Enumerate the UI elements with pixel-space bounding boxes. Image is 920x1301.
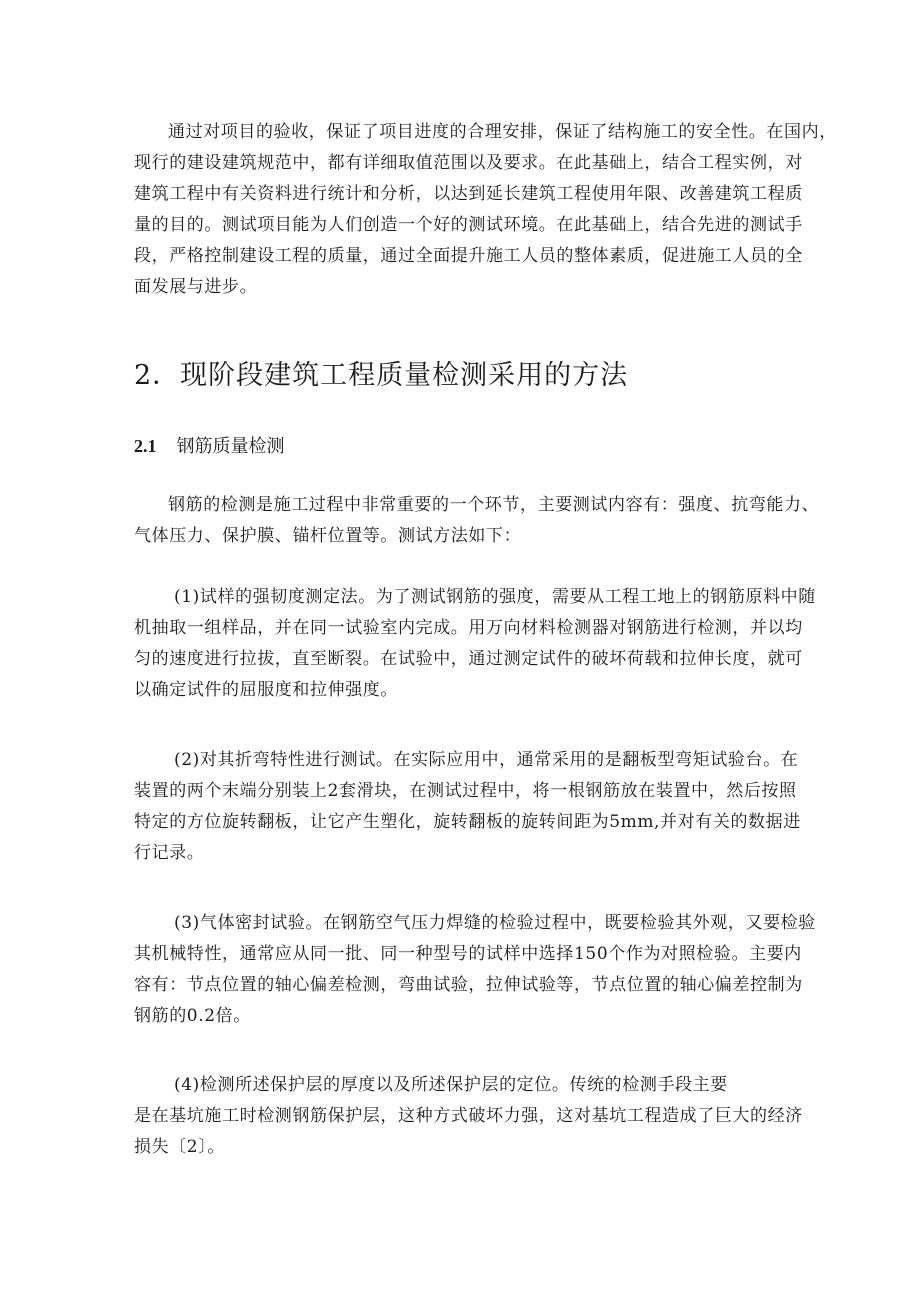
text-line: 钢筋的0.2倍。 — [134, 1006, 251, 1026]
text-line: 是在基坑施工时检测钢筋保护层，这种方式破坏力强，这对基坑工程造成了巨大的经济 — [134, 1106, 803, 1126]
text-line: (3)气体密封试验。在钢筋空气压力焊缝的检验过程中，既要检验其外观，又要检验 — [174, 913, 816, 933]
text-line: 段，严格控制建设工程的质量，通过全面提升施工人员的整体素质，促进施工人员的全 — [134, 246, 803, 266]
subsection-number: 2.1 — [134, 436, 157, 456]
text-line: 特定的方位旋转翻板，让它产生塑化，旋转翻板的旋转间距为5mm,并对有关的数据进 — [134, 812, 801, 832]
text-line: 通过对项目的验收，保证了项目进度的合理安排，保证了结构施工的安全性。在国内， — [168, 122, 837, 142]
text-line: 建筑工程中有关资料进行统计和分析，以达到延长建筑工程使用年限、改善建筑工程质 — [134, 184, 803, 204]
item-2-paragraph — [134, 745, 801, 869]
text-line: 量的目的。测试项目能为人们创造一个好的测试环境。在此基础上，结合先进的测试手 — [134, 215, 803, 235]
intro-paragraph — [134, 117, 837, 303]
text-line: 现行的建设建筑规范中，都有详细取值范围以及要求。在此基础上，结合工程实例，对 — [134, 153, 803, 173]
item-1-paragraph — [134, 582, 816, 706]
text-line: (1)试样的强韧度测定法。为了测试钢筋的强度，需要从工程工地上的钢筋原料中随 — [174, 587, 816, 607]
text-line: (4)检测所述保护层的厚度以及所述保护层的定位。传统的检测手段主要 — [174, 1075, 728, 1095]
subsection-title: 钢筋质量检测 — [176, 436, 285, 457]
text-line: 其机械特性，通常应从同一批、同一种型号的试样中选择150个作为对照检验。主要内 — [134, 944, 802, 964]
text-line: 气体压力、保护膜、锚杆位置等。测试方法如下： — [134, 526, 522, 546]
section-heading: 2．现阶段建筑工程质量检测采用的方法 — [134, 360, 629, 391]
text-line: 容有：节点位置的轴心偏差检测，弯曲试验，拉伸试验等，节点位置的轴心偏差控制为 — [134, 975, 803, 995]
text-line: 行记录。 — [134, 843, 205, 863]
steel-intro-paragraph — [134, 490, 820, 552]
text-line: 机抽取一组样品，并在同一试验室内完成。用万向材料检测器对钢筋进行检测，并以均 — [134, 618, 803, 638]
item-4-paragraph — [134, 1070, 803, 1163]
item-3-paragraph — [134, 908, 816, 1032]
text-line: 装置的两个末端分别装上2套滑块，在测试过程中，将一根钢筋放在装置中，然后按照 — [134, 781, 797, 801]
subsection-heading — [134, 431, 285, 462]
text-line: 钢筋的检测是施工过程中非常重要的一个环节，主要测试内容有：强度、抗弯能力、 — [168, 495, 820, 515]
text-line: (2)对其折弯特性进行测试。在实际应用中，通常采用的是翻板型弯矩试验台。在 — [174, 750, 799, 770]
text-line: 匀的速度进行拉拔，直至断裂。在试验中，通过测定试件的破坏荷载和拉伸长度，就可 — [134, 649, 803, 669]
text-line: 损失〔2〕。 — [134, 1137, 225, 1157]
text-line: 面发展与进步。 — [134, 277, 258, 297]
text-line: 以确定试件的屈服度和拉伸强度。 — [134, 680, 398, 700]
